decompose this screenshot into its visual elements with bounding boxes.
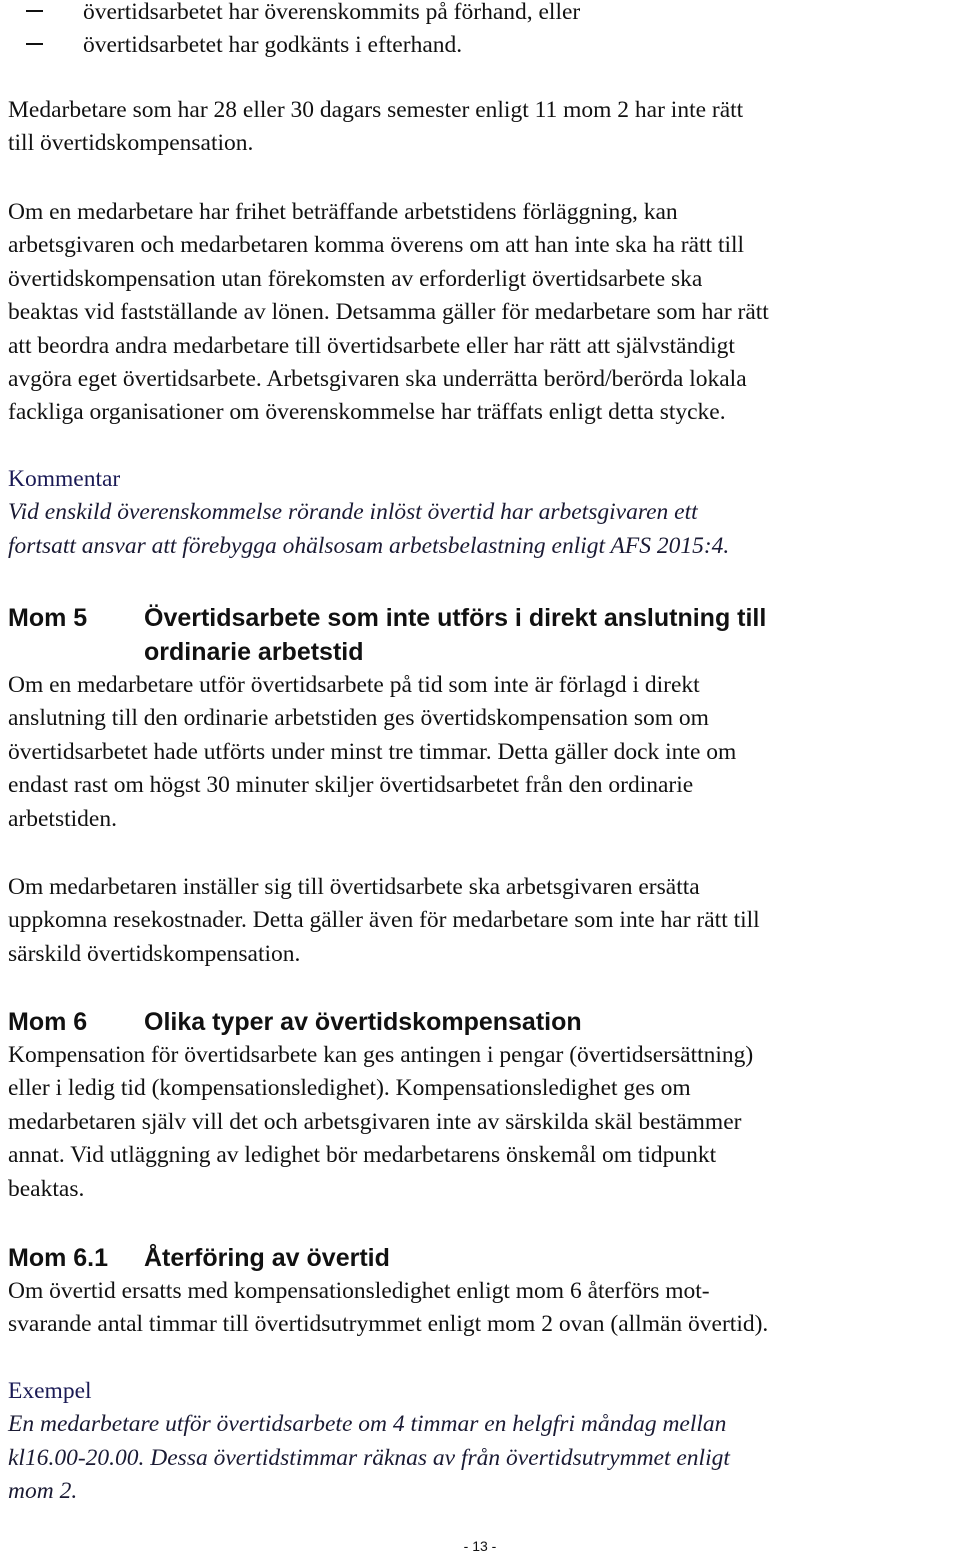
comment-block: Kommentar Vid enskild överenskommelse rörande inlöst övertid har arbetsgivaren ett fortsatt ansvar att förebygga ohälsosam arbetsbelastning enligt AFS 2015:4.	[8, 463, 729, 563]
section-heading-mom6	[8, 1005, 582, 1039]
bullet-list	[8, 0, 580, 63]
page-number: - 13 -	[463, 1538, 497, 1554]
dash-bullet-icon	[26, 10, 43, 12]
paragraph-semester: Medarbetare som har 28 eller 30 dagars semester enligt 11 mom 2 har inte rätt till övertidskompensation.	[8, 97, 744, 157]
example-label: Exempel	[8, 1378, 92, 1404]
section-title: Övertidsarbete som inte utförs i direkt anslutning till ordinarie arbetstid	[144, 604, 767, 666]
paragraph-mom5-1: Om en medarbetare utför övertidsarbete på tid som inte är förlagd i direkt anslutning till den ordinarie arbetstiden ges övertidskompensation som om övertidsarbetet hade utförts under minst tre timmar. Detta gäller dock inte om endast rast om högst 30 minuter skiljer övertidsarbetet från den ordinarie arbetstiden.	[8, 672, 737, 832]
comment-label: Kommentar	[8, 466, 121, 492]
paragraph-mom6-1: Om övertid ersatts med kompensationsledighet enligt mom 6 återförs mot- svarande antal timmar till övertidsutrymmet enligt mom 2 ovan (allmän övertid).	[8, 1278, 769, 1338]
section-heading-mom6-1	[8, 1241, 390, 1275]
paragraph-mom6: Kompensation för övertidsarbete kan ges antingen i pengar (övertidsersättning) eller i ledig tid (kompensationsledighet). Kompensationsledighet ges om medarbetaren själv vill det och arbetsgivaren inte av särskilda skäl bestämmer annat. Vid utläggning av ledighet bör medarbetarens önskemål om tidpunkt beaktas.	[8, 1042, 754, 1202]
paragraph-frihet: Om en medarbetare har frihet beträffande arbetstidens förläggning, kan arbetsgivaren och medarbetaren komma överens om att han inte ska ha rätt till övertidskompensation utan förekomsten av erforderligt övertidsarbete ska beaktas vid fastställande av lönen. Detsamma gäller för medarbetare som har rätt att beordra andra medarbetare till övertidsarbete eller har rätt att självständigt avgöra eget övertidsarbete. Arbetsgivaren ska underrätta berörd/berörda lokala fackliga organisationer om överenskommelse har träffats enligt detta stycke.	[8, 199, 769, 426]
paragraph-mom5-2: Om medarbetaren inställer sig till övertidsarbete ska arbetsgivaren ersätta uppkomna resekostnader. Detta gäller även för medarbetare som inte har rätt till särskild övertidskompensation.	[8, 874, 760, 967]
bullet-item: övertidsarbetet har överenskommits på förhand, eller	[8, 0, 580, 29]
dash-bullet-icon	[26, 43, 43, 45]
section-title: Olika typer av övertidskompensation	[144, 1008, 582, 1036]
example-block: Exempel En medarbetare utför övertidsarbete om 4 timmar en helgfri måndag mellan kl16.00-20.00. Dessa övertidstimmar räknas av från övertidsutrymmet enligt mom 2.	[8, 1375, 730, 1509]
bullet-item: övertidsarbetet har godkänts i efterhand.	[8, 29, 580, 62]
section-number: Mom 6.1	[8, 1244, 109, 1272]
section-title: Återföring av övertid	[144, 1244, 390, 1272]
section-heading-mom5	[8, 601, 766, 669]
section-number: Mom 6	[8, 1008, 88, 1036]
section-number: Mom 5	[8, 604, 88, 632]
